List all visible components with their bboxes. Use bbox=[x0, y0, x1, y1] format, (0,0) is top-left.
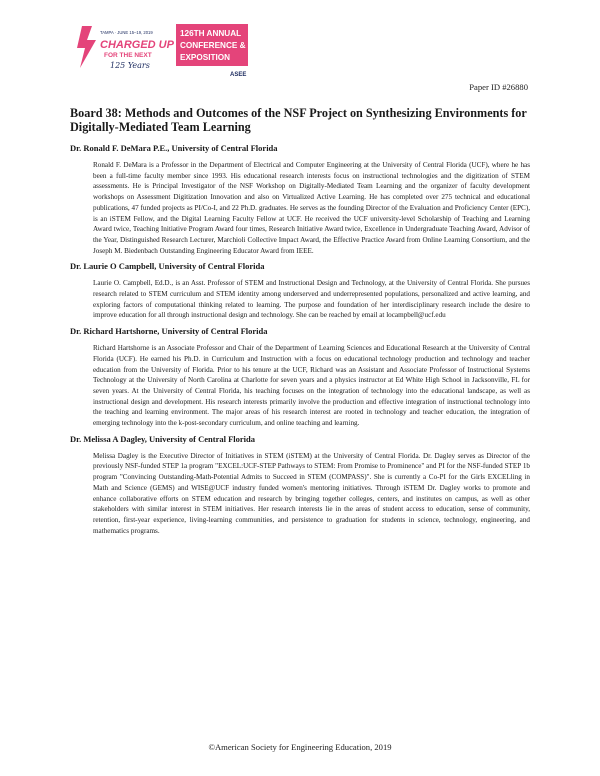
author-name: Dr. Richard Hartshorne, University of Central Florida bbox=[70, 326, 268, 337]
author-name: Dr. Melissa A Dagley, University of Central Florida bbox=[70, 433, 256, 444]
conference-logo bbox=[70, 20, 312, 78]
author-name: Dr. Laurie O Campbell, University of Central Florida bbox=[70, 261, 265, 272]
logo-small-text: TAMPA · JUNE 15–19, 2019 bbox=[100, 30, 153, 35]
paper-id: Paper ID #26880 bbox=[469, 82, 528, 92]
author-entry bbox=[70, 143, 536, 256]
author-bio: Laurie O. Campbell, Ed.D., is an Asst. Professor of STEM and Instructional Design and Technology, at the University of Central Florida. She pursues research related to STEM curriculum and STEM identity among underserved and underrepresented populations, personalized and active learning, and exploring factors of computational thinking related to learning. The purpose and foundation of her interdisciplinary research include the desire to improve education for all through instructional design and technology. She can be reached by email at locampbell@ucf.edu bbox=[93, 279, 530, 320]
author-entry bbox=[70, 261, 536, 321]
logo-years-text: 125 Years bbox=[110, 61, 150, 70]
logo-conference-text: CONFERENCE & bbox=[180, 41, 246, 50]
author-bio: Richard Hartshorne is an Associate Professor and Chair of the Department of Learning Sciences and Educational Research at the University of Central Florida (UCF). He earned his Ph.D. in Curriculum and Instruction with a focus on educational technology production and technology and teacher education from the University of Florida. Prior to his tenure at the UCF, Richard was an Assistant and Associate Professor of Instructional Systems Technology at the University of North Carolina at Charlotte for seven years and a physics instructor at Ed White High School in Jacksonville, FL for seven years. At the University of Central Florida, his teaching focuses on the integration of technology into the educational landscape, as well as instructional design and development. His research interests primarily involve the production and effective integration of instructional technology into the teaching and learning environment. The major areas of his research interest are rooted in technology and teacher education, the integration of emerging technology into the k-post-secondary curriculum, and online teaching and learning. bbox=[93, 344, 530, 428]
copyright-footer: ©American Society for Engineering Education, 2019 bbox=[208, 742, 392, 752]
logo-annual-text: 126TH ANNUAL bbox=[180, 29, 242, 38]
lightning-bolt-icon bbox=[77, 26, 96, 68]
asee-logo-text: ASEE bbox=[230, 72, 247, 78]
logo-next-text: FOR THE NEXT bbox=[104, 52, 152, 59]
author-entry bbox=[70, 434, 536, 537]
paper-title: Board 38: Methods and Outcomes of the NSF Project on Synthesizing Environments for Digitally-Mediated Team Learning bbox=[70, 106, 527, 134]
author-entry bbox=[70, 326, 536, 429]
author-bio: Melissa Dagley is the Executive Director of Initiatives in STEM (iSTEM) at the University of Central Florida. Dr. Dagley serves as Director of the previously NSF-funded STEP 1a program "EXCEL:UCF-STEP Pathways to STEM: From Promise to Prominence" and PI for the NSF-funded STEP 1b program "Convincing Outstanding-Math-Potential Admits to Succeed in STEM (COMPASS)". She is currently a Co-PI for the Girls EXCELling in Math and Science (GEMS) and WISE@UCF industry funded women's mentoring initiatives. Through iSTEM Dr. Dagley works to promote and enhance collaborative efforts on STEM education and research by bringing together colleges, centers, and institutes on campus, as well as other stakeholders with similar interest in STEM initiatives. Her research interests lie in the areas of student access to education, sense of community, retention, first-year experience, living-learning communities, and persistence to graduation for students in science, technology, engineering, and mathematics programs. bbox=[93, 451, 530, 535]
logo-exposition-text: EXPOSITION bbox=[180, 53, 231, 62]
author-bio: Ronald F. DeMara is a Professor in the Department of Electrical and Computer Engineering at the University of Central Florida (UCF), where he has been a full-time faculty member since 1993. His educational research interests focus on instructional technologies and the digitization of STEM assessments. He is Principal Investigator of the NSF Workshop on Digitally-Mediated Team Learning and the organizer of faculty development workshops on Assessment Digitization Innovation and also on Virtualized Active Learning. He has completed over 275 technical and educational publications, 47 funded projects as PI/Co-I, and 22 Ph.D. graduates. He serves as the founding Director of the Evaluation and Proficiency Center (EPC), is an iSTEM Fellow, and the Digital Learning Faculty Fellow at UCF. He received the UCF university-level Scholarship of Teaching and Learning Award twice, Teaching Initiative Program Award four times, Research Initiative Award twice, Excellence in Undergraduate Teaching Award, Advisor of the Year, Distinguished Research Lecturer, Marchioli Collective Impact Award, the Effective Practice Award from Online Learning Consortium, and the Joseph M. Biedenbach Outstanding Engineering Educator Award from IEEE. bbox=[93, 161, 530, 255]
author-list bbox=[70, 143, 536, 541]
author-name: Dr. Ronald F. DeMara P.E., University of Central Florida bbox=[70, 143, 278, 153]
logo-charged-text: CHARGED UP bbox=[100, 39, 174, 51]
conference-logo-graphic bbox=[70, 20, 312, 78]
